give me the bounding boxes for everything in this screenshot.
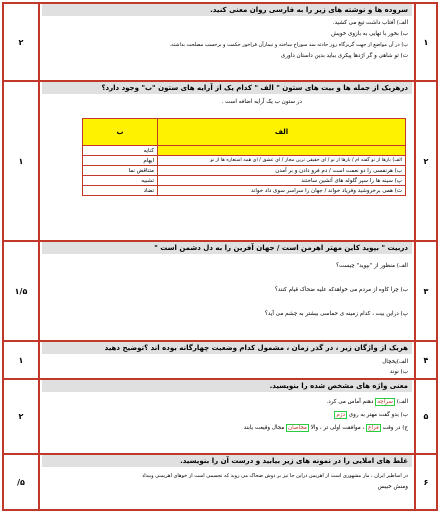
question-1 — [4, 4, 436, 82]
item: ب) بدو گفت مهتر به روی دژم — [336, 412, 408, 418]
item: الف) سراچه دهنم آماس می کرد. — [326, 399, 408, 405]
score-cell: ۲ — [4, 380, 40, 453]
question-title: سروده ها و نوشته های زیر را به فارسی روان معنی کنید. — [42, 4, 412, 16]
question-title: درهریک از جمله ها و بیت های ستون " الف " کدام یک از آرایه های ستون "ب" وجود دارد؟ — [42, 82, 412, 94]
col-b-item: ایهام — [83, 156, 158, 166]
question-number: ۱ — [414, 4, 436, 80]
item: الف) آفتاب داشت تیغ می کشید. — [332, 20, 408, 26]
question-number: ۴ — [414, 342, 436, 378]
question-title: غلط های املایی را در نمونه های زیر بیابید و درست آن را بنویسید. — [42, 455, 412, 467]
item: الف)یخچال — [382, 359, 408, 365]
col-b-header: ب — [83, 119, 158, 146]
col-a-item: ب) هرنفسی را دو نعمت است / دم فرو دادن و بر آمدن — [158, 166, 406, 176]
highlighted-word: دژم — [336, 412, 345, 418]
item: ت) تو شاهی و گر اژدها پیکری بباید بدین داستان داوری — [280, 53, 408, 59]
question-3 — [4, 242, 436, 342]
score-cell: /۵ — [4, 455, 40, 509]
note: در ستون ب یک آرایه اضافه است . — [221, 99, 302, 105]
item: پ) در آن مواضع از جهت گریزگاه روز حادثه سد سوراخ ساخته و تیمارآن فراخور حکمت و برحسب مصلحت بداشته. — [169, 42, 408, 48]
highlighted-word: سراچه — [377, 399, 393, 405]
item: در اساطیر ایران ، مار مشهوری است از اهریمن دراین جا نیز بر دوش ضحاک می روید که تجسمی است از خوهای اهریمنی وبیداد — [142, 473, 408, 479]
question-title: دربیت " بپوید کاین مهتر اهرمن است / جهان آفرین را به دل دشمن است " — [42, 242, 412, 254]
col-b-item: متناقض نما — [83, 166, 158, 176]
col-b-item: کنایه — [83, 146, 158, 156]
question-4 — [4, 342, 436, 380]
question-number: ۲ — [414, 82, 436, 240]
item: ب) نوند — [389, 369, 408, 375]
question-title: هریک از واژگان زیر ، در گذر زمان ، مشمول کدام وضعیت چهارگانه بوده اند ؟توضیح دهید — [42, 342, 412, 354]
score-cell: ۲ — [4, 4, 40, 80]
col-b-item: تشبیه — [83, 176, 158, 186]
question-6 — [4, 455, 436, 509]
score-cell: ۱ — [4, 82, 40, 240]
item: ب) بخور با تهایی به بازوی خویش — [331, 31, 408, 37]
item: ج) در وقت فراغ ، موافقت اولی تر ، والا مخاصان مجال وقیعت یابند — [243, 425, 408, 431]
item: پ) دراین بیت ، کدام زمینه ی حماسی بیشتر به چشم می آید؟ — [264, 311, 408, 317]
question-title: معنی واژه های مشخص شده را بنویسید. — [42, 380, 412, 392]
score-cell: ۱/۵ — [4, 242, 40, 340]
col-a-item: ت) همی برخروشید وفریاد خواند / جهان را سراسر سوی داد خواند — [158, 186, 406, 196]
question-number: ۳ — [414, 242, 436, 340]
matching-table — [82, 118, 406, 196]
col-a-item: پ) سینه ها را سپر گلوله های آتشین ساختند — [158, 176, 406, 186]
question-number: ۶ — [414, 455, 436, 509]
question-5 — [4, 380, 436, 455]
highlighted-word: فراغ — [368, 425, 379, 431]
question-number: ۵ — [414, 380, 436, 453]
col-a-item: الف) بارها از تو گفته ام / بارها از تو / ای حقیقی ترین مجاز / ای عشق / ای همه استعاره ها از تو — [158, 156, 406, 166]
item: ومنش خبیس — [377, 484, 408, 490]
item: الف) منظور از "بپوید" چیست؟ — [336, 263, 408, 269]
col-b-item: تضاد — [83, 186, 158, 196]
score-cell: ۱ — [4, 342, 40, 378]
exam-page — [2, 2, 438, 511]
highlighted-word: مخاصان — [288, 425, 307, 431]
question-2 — [4, 82, 436, 242]
col-a-header: الف — [158, 119, 406, 146]
item: ب) چرا کاوه از مردم می خواهدکه علیه ضحاک قیام کنند؟ — [274, 287, 408, 293]
